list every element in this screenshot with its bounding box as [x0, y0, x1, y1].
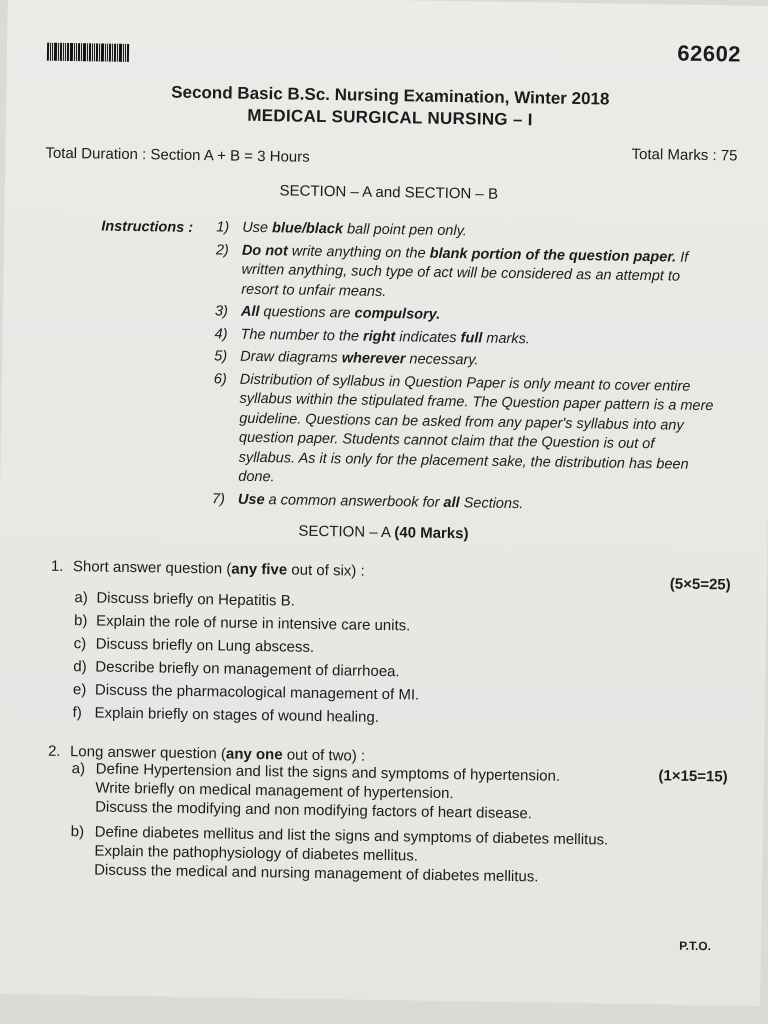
barcode	[47, 43, 155, 63]
long-question-a: a) Define Hypertension and list the signs and symptoms of hypertension. Write briefly on medical management of hypertension. Discuss the modifying and non modifying factors of heart disease.	[71, 760, 561, 823]
sub-question: e) Discuss the pharmacological management of MI.	[72, 681, 420, 704]
paper-code: 62602	[677, 40, 742, 67]
sub-question: b) Explain the role of nurse in intensive care units.	[73, 612, 411, 635]
question-number: 1.	[50, 557, 64, 575]
long-question-b: b) Define diabetes mellitus and list the signs and symptoms of diabetes mellitus. Explain the pathophysiology of diabetes mellitus. Discuss the medical and nursing management of diabetes mellitus.	[70, 823, 609, 886]
exam-title: Second Basic B.Sc. Nursing Examination, Winter 2018	[171, 82, 610, 109]
sub-question: d) Describe briefly on management of diarrhoea.	[73, 658, 400, 681]
sub-question: f) Explain briefly on stages of wound healing.	[72, 704, 380, 726]
instruction-item: 5) Draw diagrams wherever necessary.	[214, 348, 479, 369]
section-a-heading: SECTION – A (40 Marks)	[298, 522, 469, 543]
instruction-item: 1) Use blue/black ball point pen only.	[216, 219, 467, 240]
total-duration: Total Duration : Section A + B = 3 Hours	[45, 144, 310, 166]
question-number: 2.	[47, 742, 61, 760]
sections-heading: SECTION – A and SECTION – B	[279, 182, 499, 203]
question-marks: (1×15=15)	[658, 767, 728, 786]
subject-title: MEDICAL SURGICAL NURSING – I	[247, 105, 533, 130]
sub-question: a) Discuss briefly on Hepatitis B.	[74, 589, 295, 610]
question-marks: (5×5=25)	[669, 575, 731, 594]
pto-label: P.T.O.	[679, 938, 712, 954]
question-1: 1. Short answer question (any five out of six) : (5×5=25) a) Discuss briefly on Hepatitis B. b) Explain the role of nurse in intensive care units. c) Discuss briefly on Lung abscess. d) Describe briefly on management of diarrhoea. e) Discuss the pharmacological management of MI. f) Explain briefly on stages of wound healing.	[48, 558, 730, 732]
sub-question: c) Discuss briefly on Lung abscess.	[73, 635, 315, 656]
instructions-label: Instructions :	[101, 218, 194, 236]
question-2: 2. Long answer question (any one out of two) : (1×15=15) a) Define Hypertension and list the signs and symptoms of hypertension. Write briefly on medical management of hypertension. Discuss the modifying and non modifying factors of heart disease. b) Define diabetes mellitus and list the signs and symptoms of diabetes mellitus. Explain the pathophysiology of diabetes mellitus. Discuss the medical and nursing management of diabetes mellitus.	[46, 743, 728, 890]
instruction-item: 7) Use a common answerbook for all Sections.	[211, 490, 524, 512]
total-marks: Total Marks : 75	[631, 145, 738, 165]
instructions-list	[212, 218, 717, 520]
instruction-item: 2) Do not write anything on the blank portion of the question paper. If written anything, such type of act will be considered as an attempt to resort to unfair means.	[215, 241, 689, 300]
instruction-item: 6) Distribution of syllabus in Question Paper is only meant to cover entire syllabus within the stipulated frame. The Question paper pattern is a mere guideline. Questions can be asked from any paper's syllabus into any question paper. Students cannot claim that the Question is out of syllabus. As it is only for the placement sake, the distribution has been done.	[213, 370, 714, 486]
instruction-item: 3) All questions are compulsory.	[214, 303, 441, 323]
instruction-item: 4) The number to the right indicates full marks.	[214, 325, 530, 347]
